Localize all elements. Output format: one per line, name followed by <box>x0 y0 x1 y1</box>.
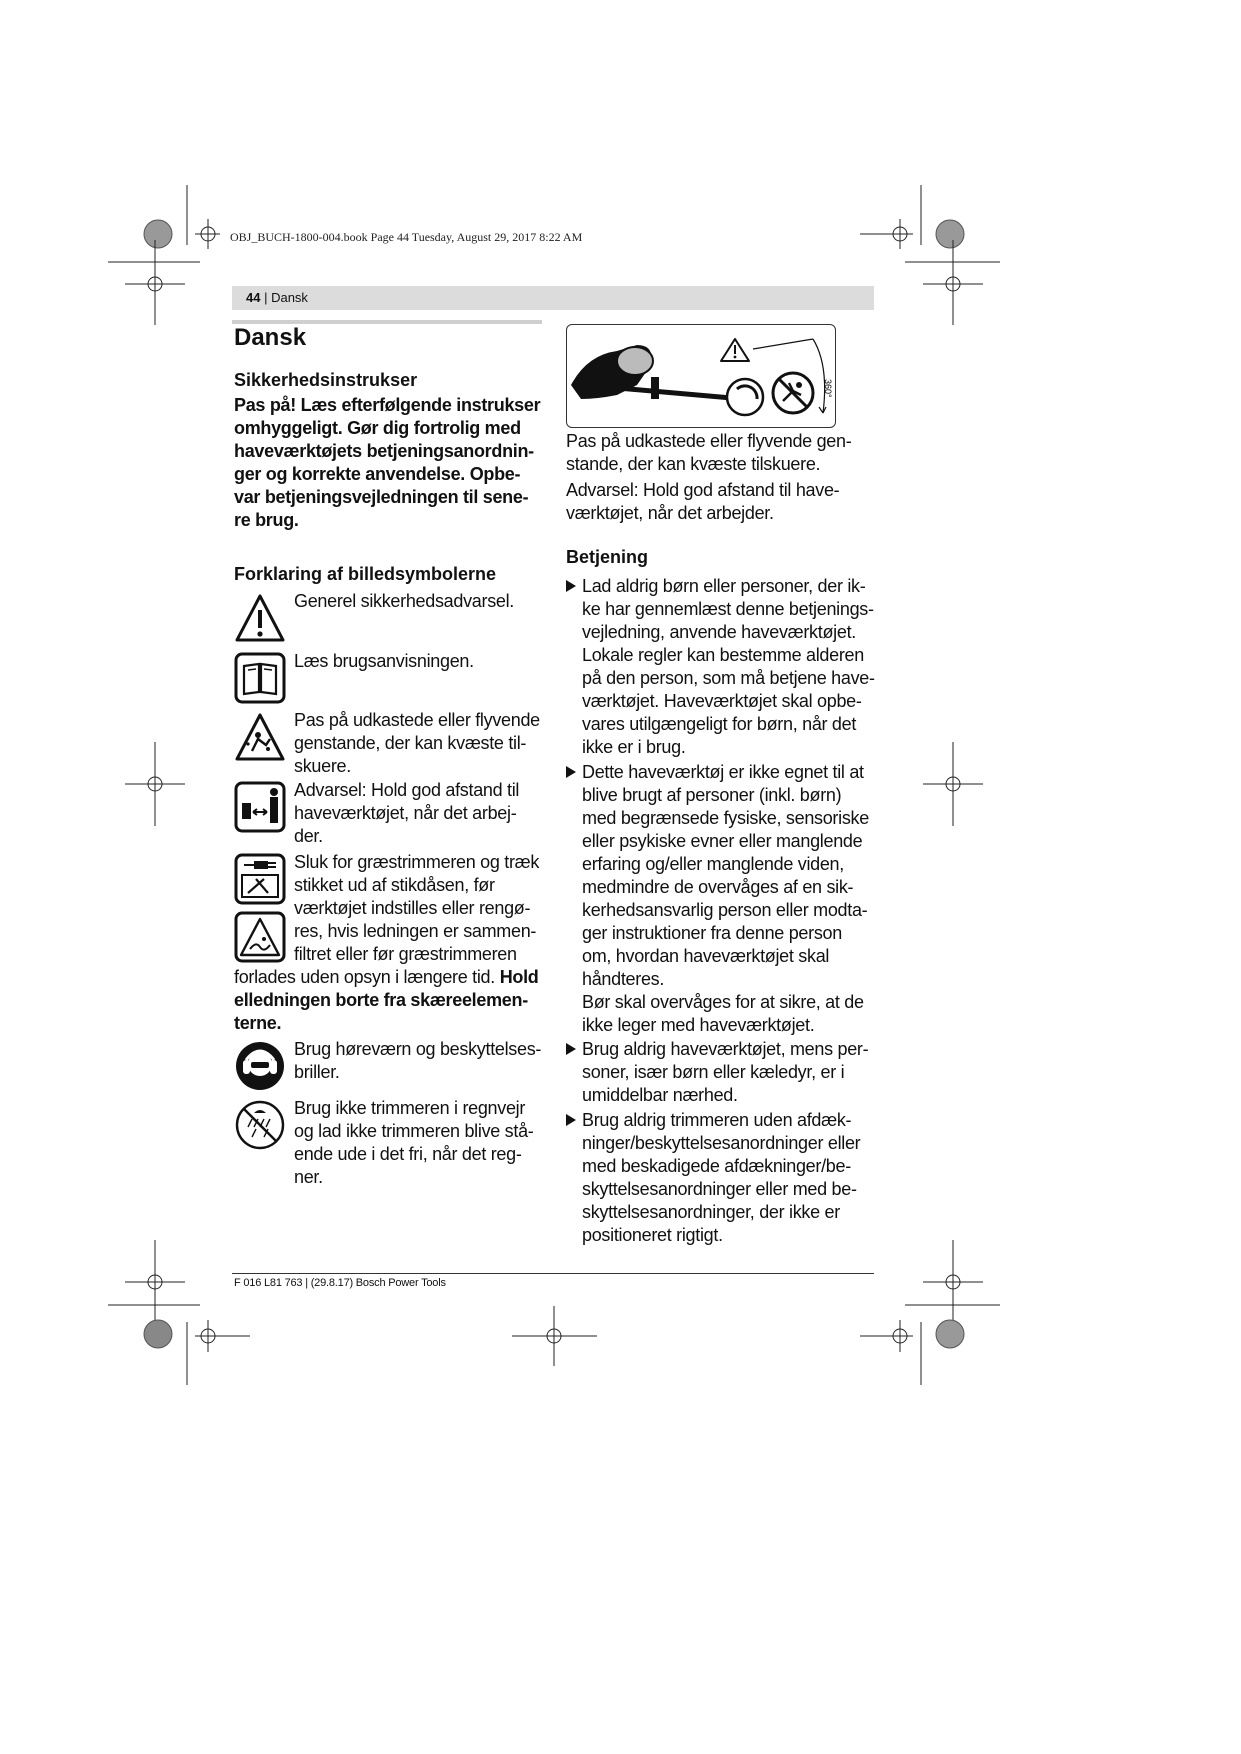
operation-bullet: Lad aldrig børn eller personer, der ik- ke har gennemlæst denne betjenings- vejledning, anvende haveværktøjet. Lokale regler kan bestemme alderen på den person, som må betjene have- værktøjet. Haveværktøjet skal opbe- vares utilgængeligt for børn, når det ikke er i brug. <box>566 575 878 759</box>
read-manual-icon <box>234 652 286 704</box>
bullet-arrow-icon <box>566 580 576 592</box>
header-section: Dansk <box>271 290 308 305</box>
keep-distance-icon <box>234 781 286 833</box>
trimmer-operator-illustration <box>567 325 837 429</box>
illustration-caption-2: Advarsel: Hold god afstand til have- værktøjet, når det arbejder. <box>566 480 840 523</box>
operation-bullet: Brug aldrig haveværktøjet, mens per- soner, især børn eller kæledyr, er i umiddelbar nærhed. <box>566 1038 878 1107</box>
page-header-bar: 44 | Dansk <box>232 286 874 310</box>
page-title: Dansk <box>234 324 307 351</box>
file-stamp: OBJ_BUCH-1800-004.book Page 44 Tuesday, August 29, 2017 8:22 AM <box>230 230 583 244</box>
operation-bullet: Dette haveværktøj er ikke egnet til at blive brugt af personer (inkl. børn) med begrænsede fysiske, sensoriske eller psykiske evner eller manglende erfaring og/eller manglende viden, medmindre de overvåges af en sik- kerhedsansvarlig person eller modta- ger instruktioner fra denne person om, hvordan haveværktøjet skal håndteres. Bør skal overvåges for at sikre, at de ikke leger med haveværktøjet. <box>566 761 878 1037</box>
footer-rule <box>232 1273 874 1274</box>
safety-illustration <box>566 324 836 428</box>
bullet-arrow-icon <box>566 1114 576 1126</box>
operation-heading: Betjening <box>566 547 649 567</box>
illustration-caption-1: Pas på udkastede eller flyvende gen- stande, der kan kvæste tilskuere. <box>566 431 852 474</box>
unplug-tail: forlades uden opsyn i længere tid. Hold elledningen borte fra skæreelemen- terne. <box>234 967 539 1033</box>
footer-text: F 016 L81 763 | (29.8.17) Bosch Power Tools <box>234 1277 446 1289</box>
safety-intro: Pas på! Læs efterfølgende instrukser omhyggeligt. Gør dig fortrolig med haveværktøjets betjeningsanordnin- ger og korrekte anvendelse. Opbe- var betjeningsvejledningen til sene- re brug. <box>234 395 541 530</box>
safety-heading: Sikkerhedsinstrukser <box>234 370 418 390</box>
page-number: 44 <box>246 290 261 305</box>
bullet-arrow-icon <box>566 1043 576 1055</box>
damaged-cable-icon <box>234 911 286 963</box>
bullet-arrow-icon <box>566 766 576 778</box>
flying-objects-icon <box>234 711 286 763</box>
unplug-icon <box>234 853 286 905</box>
symbols-heading: Forklaring af billedsymbolerne <box>234 564 497 584</box>
ear-eye-protection-icon <box>234 1040 286 1092</box>
no-rain-icon <box>234 1099 286 1151</box>
operation-bullet: Brug aldrig trimmeren uden afdæk- ninger/beskyttelsesanordninger eller med beskadigede afdækninger/be- skyttelsesanordninger eller med be- skyttelsesanordninger, der ikke er positioneret rigtigt. <box>566 1109 878 1247</box>
angle-label: 360° <box>823 379 833 398</box>
warning-triangle-icon <box>234 592 286 644</box>
